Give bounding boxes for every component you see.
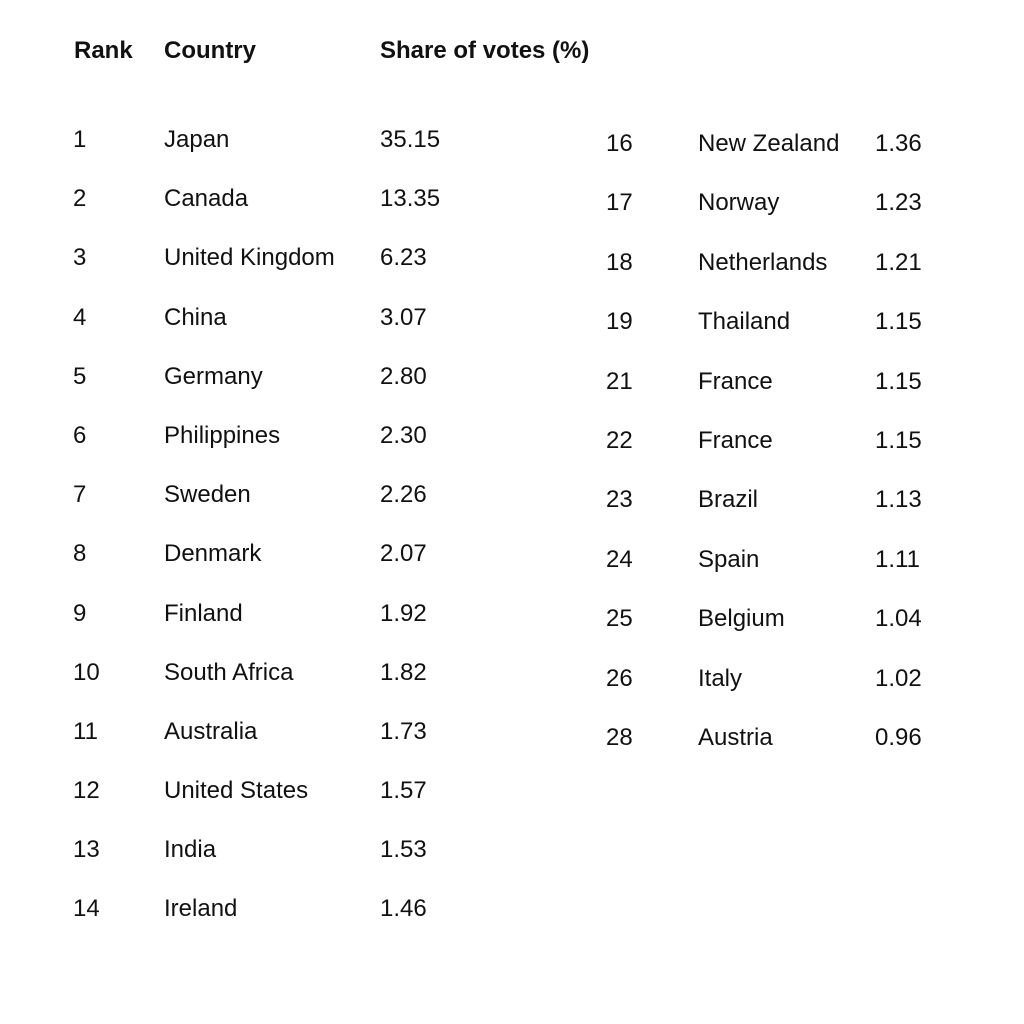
country-cell: Austria bbox=[698, 723, 773, 751]
share-cell: 1.23 bbox=[875, 189, 922, 217]
country-cell: New Zealand bbox=[698, 130, 840, 157]
table-row bbox=[0, 601, 1024, 660]
table-row bbox=[0, 364, 1024, 423]
rank-cell: 26 bbox=[606, 664, 633, 692]
share-cell: 1.15 bbox=[875, 367, 922, 395]
rank-cell: 28 bbox=[606, 723, 633, 751]
rank-cell: 7 bbox=[73, 481, 87, 509]
rank-cell: 2 bbox=[73, 185, 87, 213]
country-cell: Brazil bbox=[698, 486, 759, 514]
table-row bbox=[0, 661, 1024, 720]
rank-cell: 19 bbox=[606, 308, 633, 336]
share-cell: 1.46 bbox=[380, 895, 427, 923]
rank-cell: 1 bbox=[73, 126, 87, 153]
rank-cell: 4 bbox=[73, 303, 87, 331]
country-cell: France bbox=[698, 426, 773, 454]
country-cell: Italy bbox=[698, 664, 743, 692]
share-cell: 35.15 bbox=[380, 126, 441, 153]
country-cell: China bbox=[164, 303, 227, 331]
table-row bbox=[0, 304, 1024, 363]
table-row bbox=[0, 245, 1024, 304]
country-cell: Japan bbox=[164, 126, 230, 153]
share-cell: 1.36 bbox=[875, 130, 922, 157]
rank-cell: 11 bbox=[73, 717, 98, 745]
share-cell: 2.80 bbox=[380, 362, 427, 390]
country-cell: Canada bbox=[164, 185, 249, 213]
share-cell: 2.30 bbox=[380, 421, 427, 449]
rank-cell: 21 bbox=[606, 367, 633, 395]
country-cell: Spain bbox=[698, 545, 760, 573]
share-cell: 1.15 bbox=[875, 426, 922, 454]
rank-cell: 13 bbox=[73, 836, 100, 864]
country-cell: United States bbox=[164, 777, 309, 805]
rank-cell: 18 bbox=[606, 248, 633, 276]
country-cell: India bbox=[164, 836, 217, 864]
rank-cell: 5 bbox=[73, 362, 87, 390]
country-cell: Netherlands bbox=[698, 248, 828, 276]
country-cell: Ireland bbox=[164, 895, 238, 923]
country-cell: South Africa bbox=[164, 658, 294, 686]
share-cell: 1.11 bbox=[875, 545, 920, 573]
rank-cell: 10 bbox=[73, 658, 100, 686]
rank-cell: 9 bbox=[73, 599, 87, 627]
header-rank: Rank bbox=[74, 37, 133, 64]
rank-cell: 22 bbox=[606, 426, 633, 454]
share-cell: 1.57 bbox=[380, 777, 427, 805]
country-cell: Australia bbox=[164, 717, 258, 745]
table-row bbox=[0, 773, 560, 832]
table-row bbox=[0, 482, 1024, 541]
country-cell: United Kingdom bbox=[164, 244, 335, 272]
country-cell: Denmark bbox=[164, 540, 262, 568]
rank-cell: 24 bbox=[606, 545, 633, 573]
share-cell: 1.13 bbox=[875, 486, 922, 514]
country-cell: Norway bbox=[698, 189, 780, 217]
share-cell: 13.35 bbox=[380, 185, 441, 213]
country-cell: Germany bbox=[164, 362, 263, 390]
table-row bbox=[0, 423, 1024, 482]
country-cell: Sweden bbox=[164, 481, 251, 509]
share-cell: 0.96 bbox=[875, 723, 922, 751]
share-cell: 1.73 bbox=[380, 717, 427, 745]
country-cell: Thailand bbox=[698, 308, 791, 336]
country-cell: Belgium bbox=[698, 605, 785, 633]
share-cell: 1.21 bbox=[875, 248, 922, 276]
table-row bbox=[0, 185, 1024, 244]
share-cell: 1.15 bbox=[875, 308, 922, 336]
table-row bbox=[0, 891, 560, 950]
country-cell: Philippines bbox=[164, 421, 281, 449]
rank-cell: 16 bbox=[606, 130, 633, 157]
share-cell: 1.82 bbox=[380, 658, 427, 686]
share-cell: 6.23 bbox=[380, 244, 427, 272]
rank-cell: 6 bbox=[73, 421, 87, 449]
country-cell: France bbox=[698, 367, 773, 395]
rank-cell: 14 bbox=[73, 895, 100, 923]
rank-cell: 23 bbox=[606, 486, 633, 514]
share-cell: 1.53 bbox=[380, 836, 427, 864]
table-right-column bbox=[0, 126, 1024, 779]
country-cell: Finland bbox=[164, 599, 243, 627]
table-row bbox=[0, 542, 1024, 601]
share-cell: 2.07 bbox=[380, 540, 427, 568]
table-row bbox=[0, 126, 1024, 185]
rank-cell: 3 bbox=[73, 244, 87, 272]
rank-cell: 8 bbox=[73, 540, 87, 568]
rank-cell: 25 bbox=[606, 605, 633, 633]
share-cell: 1.04 bbox=[875, 605, 922, 633]
share-cell: 1.92 bbox=[380, 599, 427, 627]
share-cell: 1.02 bbox=[875, 664, 922, 692]
header-share-of-votes: Share of votes (%) bbox=[380, 37, 590, 64]
share-cell: 2.26 bbox=[380, 481, 427, 509]
share-cell: 3.07 bbox=[380, 303, 427, 331]
rank-cell: 17 bbox=[606, 189, 633, 217]
header-country: Country bbox=[164, 37, 256, 64]
rank-cell: 12 bbox=[73, 777, 100, 805]
table-row bbox=[0, 832, 560, 891]
table-row bbox=[0, 720, 1024, 779]
